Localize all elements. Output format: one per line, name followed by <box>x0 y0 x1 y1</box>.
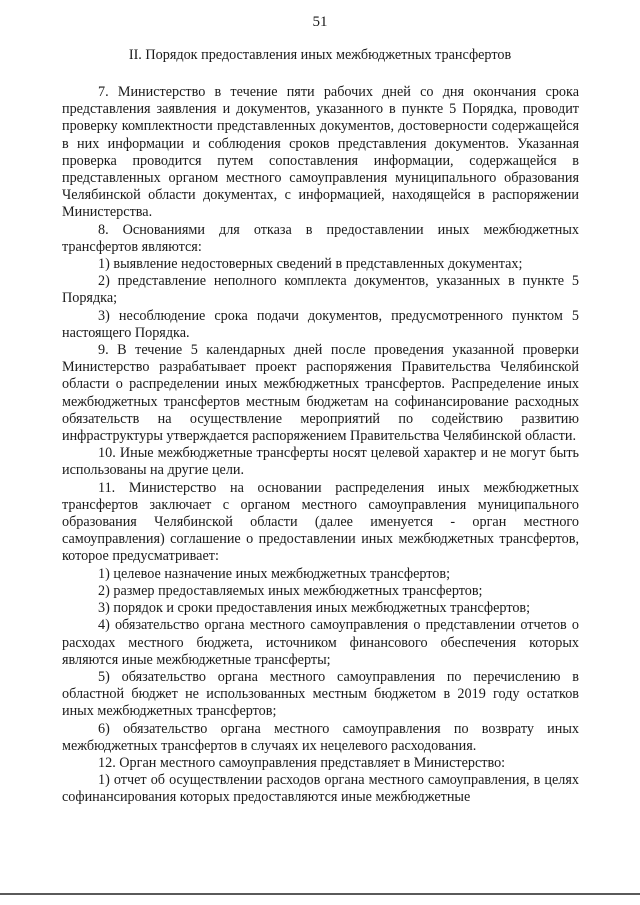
paragraph-8-item-3: 3) несоблюдение срока подачи документов, предусмотренного пунктом 5 настоящего Порядка. <box>62 307 579 341</box>
paragraph-11: 11. Министерство на основании распределения иных межбюджетных трансфертов заключает с органом местного самоуправления муниципального образования Челябинской области (далее именуется - орган местного самоуправления) соглашение о предоставлении иных межбюджетных трансфертов, которое предусматривает: <box>62 479 579 565</box>
paragraph-12: 12. Орган местного самоуправления представляет в Министерство: <box>98 754 506 771</box>
paragraph-9: 9. В течение 5 календарных дней после проведения указанной проверки Министерство разрабатывает проект распоряжения Правительства Челябинской области о распределении иных межбюджетных трансфертов. Распределение иных межбюджетных трансфертов местным бюджетам на софинансирование расходных обязательств на осуществление мероприятий по содействию развитию инфраструктуры утверждается распоряжением Правительства Челябинской области. <box>62 342 579 445</box>
document-body <box>62 84 579 807</box>
paragraph-11-item-2: 2) размер предоставляемых иных межбюджетных трансфертов; <box>98 582 483 599</box>
paragraph-8-item-1: 1) выявление недостоверных сведений в представленных документах; <box>98 256 523 273</box>
paragraph-8: 8. Основаниями для отказа в предоставлении иных межбюджетных трансфертов являются: <box>62 221 579 255</box>
paragraph-11-item-3: 3) порядок и сроки предоставления иных межбюджетных трансфертов; <box>98 600 531 617</box>
paragraph-8-item-2: 2) представление неполного комплекта документов, указанных в пункте 5 Порядка; <box>62 273 579 307</box>
paragraph-11-item-4: 4) обязательство органа местного самоуправления о представлении отчетов о расходах местного бюджета, источником финансового обеспечения которых являются иные межбюджетные трансферты; <box>62 617 579 668</box>
paragraph-11-item-5: 5) обязательство органа местного самоуправления по перечислению в областной бюджет не использованных местным бюджетом в 2019 году остатков иных межбюджетных трансфертов; <box>62 668 579 720</box>
scan-bottom-edge <box>0 893 640 895</box>
section-title: II. Порядок предоставления иных межбюджетных трансфертов <box>128 47 512 63</box>
page-number: 51 <box>312 14 328 30</box>
paragraph-10: 10. Иные межбюджетные трансферты носят целевой характер и не могут быть использованы на другие цели. <box>62 445 579 479</box>
paragraph-11-item-6: 6) обязательство органа местного самоуправления по возврату иных межбюджетных трансфертов в случаях их нецелевого расходования. <box>62 720 579 754</box>
paragraph-12-item-1: 1) отчет об осуществлении расходов органа местного самоуправления, в целях софинансирования которых предоставляются иные межбюджетные <box>62 772 579 806</box>
paragraph-11-item-1: 1) целевое назначение иных межбюджетных трансфертов; <box>98 565 451 582</box>
paragraph-7: 7. Министерство в течение пяти рабочих дней со дня окончания срока представления заявления и документов, указанного в пункте 5 Порядка, проводит проверку комплектности представленных документов, достоверности содержащейся в них информации и соблюдения сроков представления документов. Указанная проверка проводится путем сопоставления информации, содержащейся в представленных органом местного самоуправления муниципального образования Челябинской области документах, с информацией, находящейся в распоряжении Министерства. <box>62 84 579 221</box>
